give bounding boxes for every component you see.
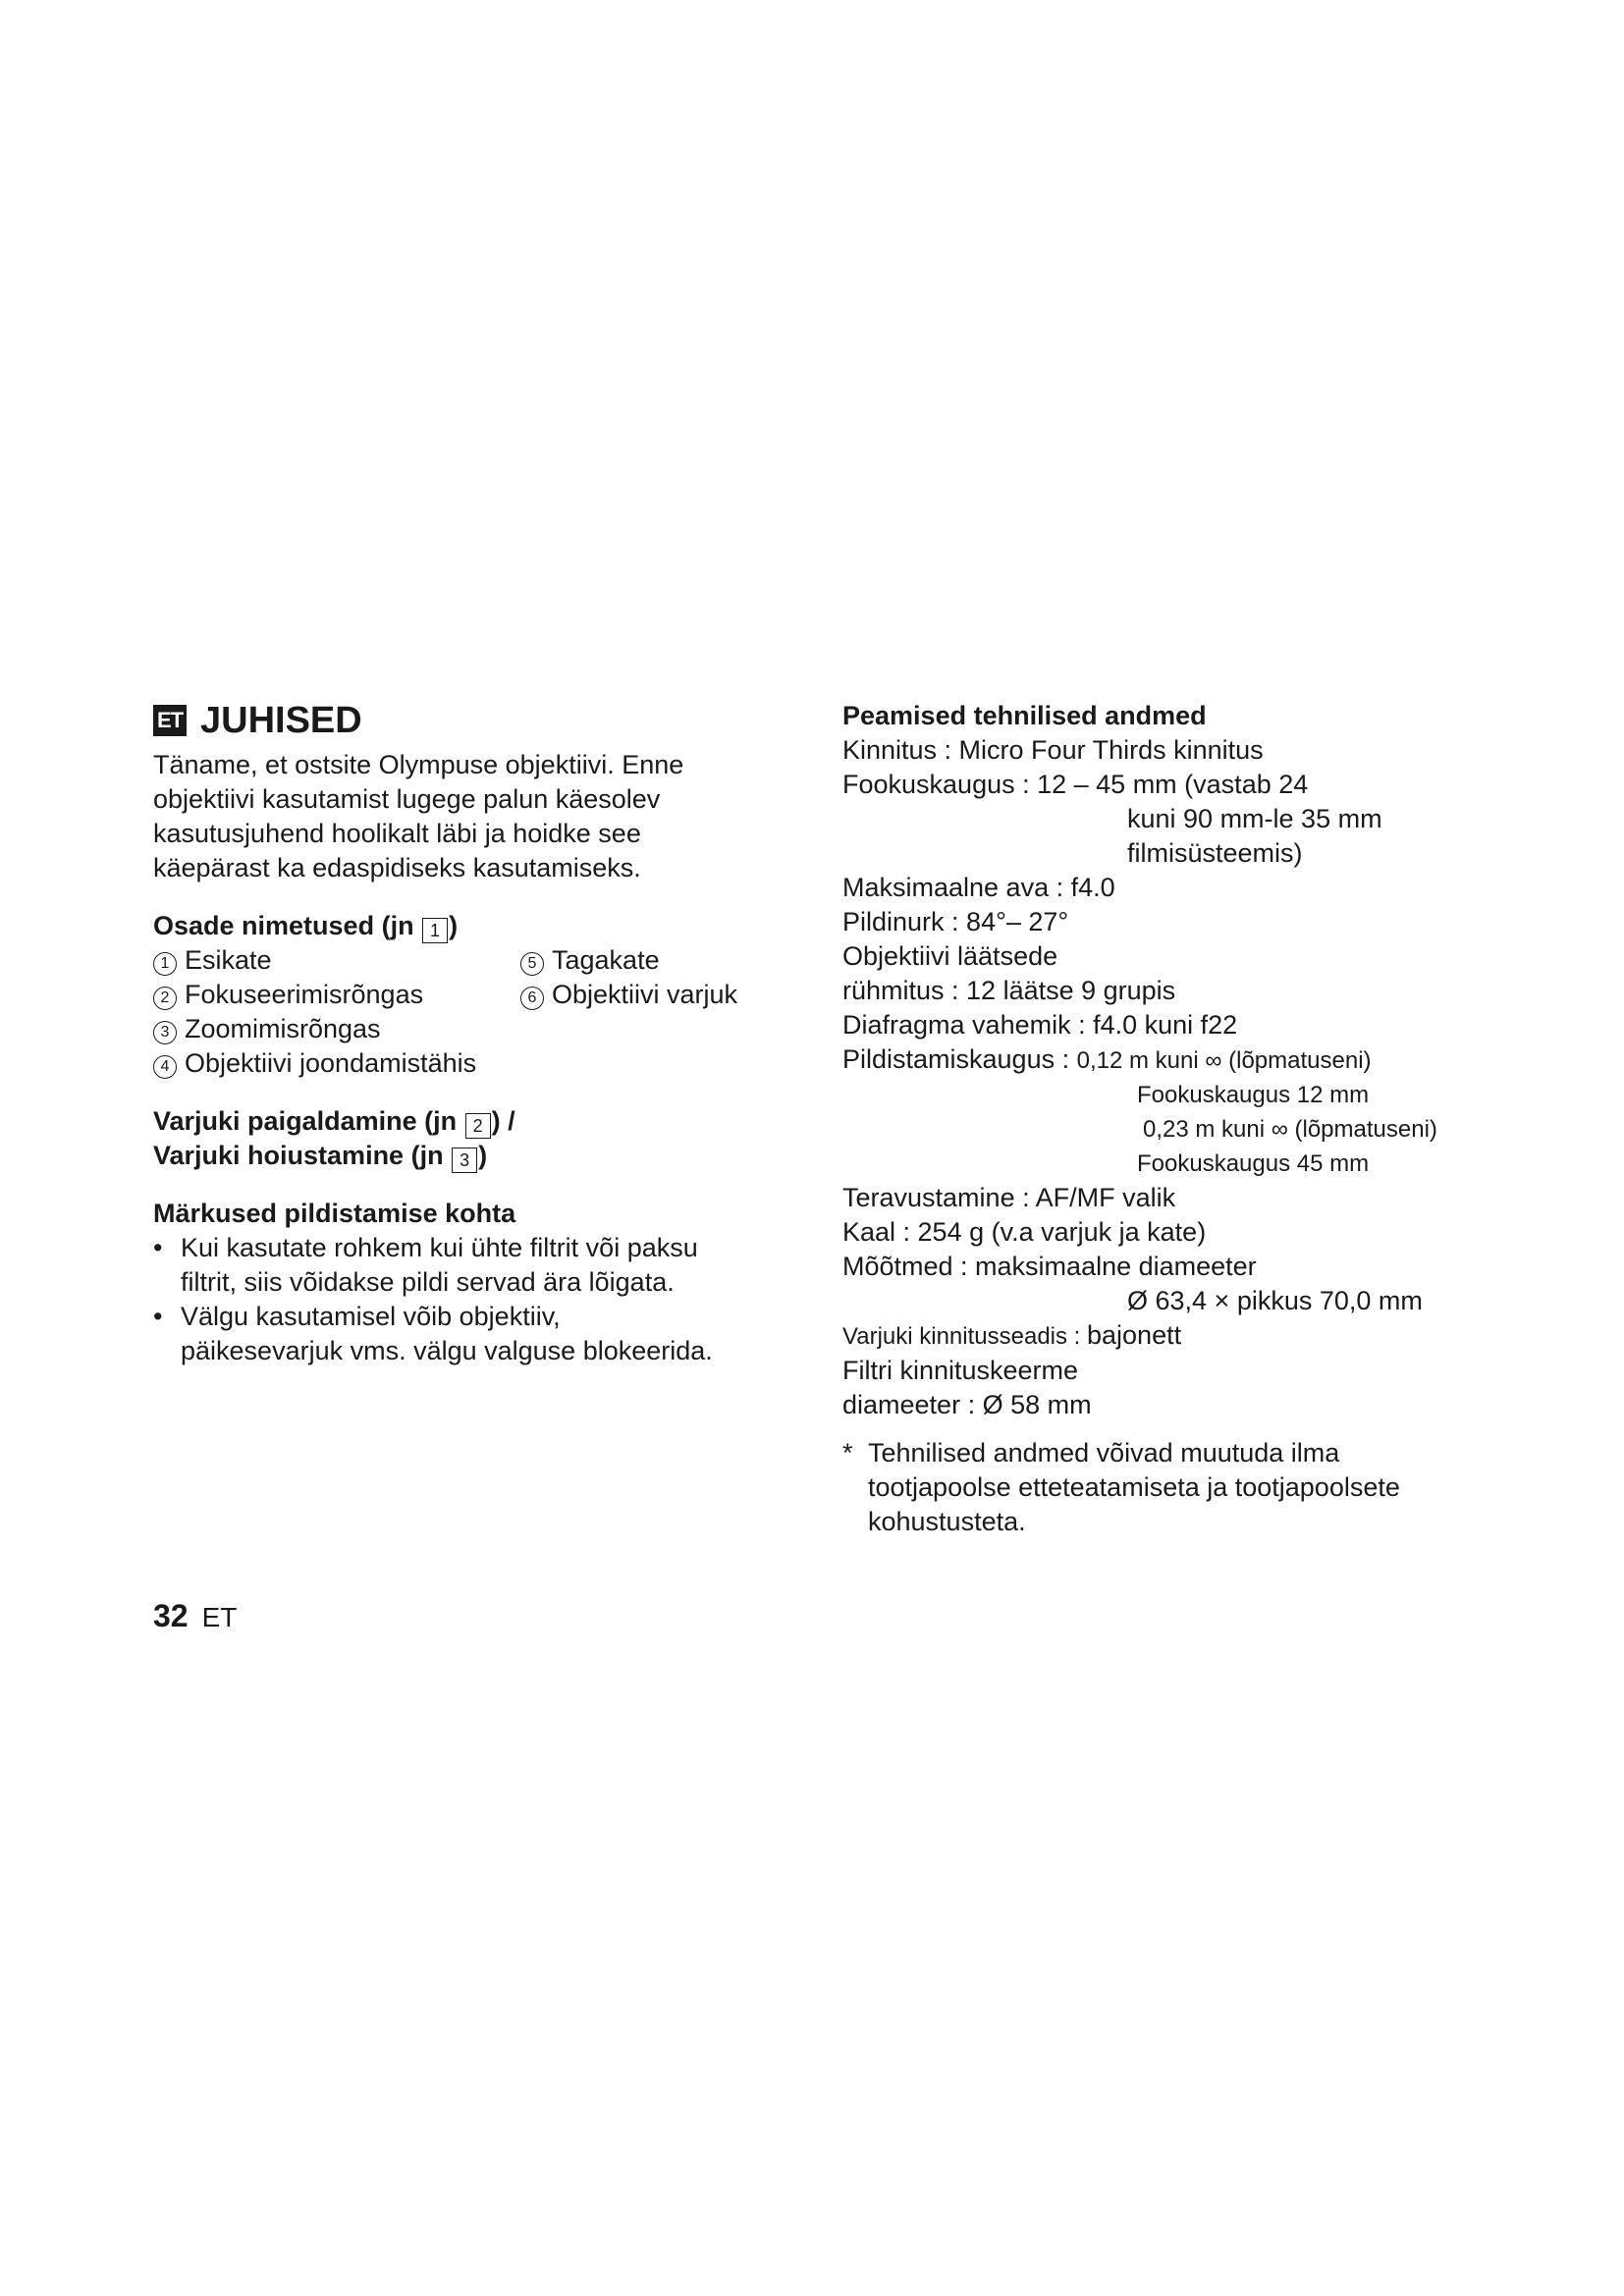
language-badge: ET [153, 705, 187, 736]
part-number: 5 [520, 952, 544, 976]
disclaimer-note [842, 1436, 1530, 1539]
parts-heading-text: Osade nimetused (jn [153, 911, 422, 940]
page-number: 32 [153, 1598, 189, 1633]
figure-ref-3: 3 [452, 1148, 477, 1173]
spec-focal-length: Fookuskaugus : 12 – 45 mm (vastab 24 [842, 770, 1309, 799]
part-item [520, 943, 660, 978]
part-number: 2 [153, 987, 177, 1010]
part-number: 4 [153, 1055, 177, 1079]
hood-heading-1-text: Varjuki paigaldamine (jn [153, 1106, 464, 1136]
spec-dimensions-cont: Ø 63,4 × pikkus 70,0 mm [1127, 1286, 1423, 1315]
figure-ref-2: 2 [465, 1113, 491, 1139]
note-item [153, 1300, 782, 1368]
spec-distance-value: 0,12 m kuni ∞ (lõpmatuseni) [1076, 1047, 1372, 1074]
hood-heading-2-text: Varjuki hoiustamine (jn [153, 1141, 452, 1170]
intro-paragraph [153, 748, 782, 885]
part-label: Tagakate [552, 945, 660, 975]
intro-line: objektiivi kasutamist lugege palun käesolev [153, 784, 661, 814]
spec-focal-length-cont: kuni 90 mm-le 35 mm [1127, 804, 1382, 833]
note-line: Tehnilised andmed võivad muutuda ilma [868, 1438, 1340, 1468]
note-line: tootjapoolse etteteatamiseta ja tootjapoolsete [868, 1472, 1400, 1502]
note-item [153, 1231, 782, 1300]
specs-heading: Peamised tehnilised andmed [842, 701, 1207, 730]
figure-ref-1: 1 [422, 918, 448, 943]
note-line: Kui kasutate rohkem kui ühte filtrit või paksu [181, 1233, 698, 1262]
asterisk: * [842, 1438, 853, 1468]
part-item [520, 978, 737, 1012]
spec-lens-config: Objektiivi läätsede [842, 941, 1058, 971]
part-label: Objektiivi joondamistähis [185, 1048, 477, 1078]
hood-heading-1-end: ) / [491, 1106, 515, 1136]
part-label: Zoomimisrõngas [185, 1014, 381, 1043]
spec-distance-note: Fookuskaugus 45 mm [1137, 1150, 1370, 1177]
note-line: kohustusteta. [868, 1507, 1026, 1536]
spec-focusing: Teravustamine : AF/MF valik [842, 1183, 1176, 1212]
spec-distance-label: Pildistamiskaugus : [842, 1044, 1077, 1074]
page-title: JUHISED [200, 700, 362, 741]
spec-distance-value: 0,23 m kuni ∞ (lõpmatuseni) [1143, 1116, 1437, 1143]
spec-angle: Pildinurk : 84°– 27° [842, 907, 1069, 936]
note-line: Välgu kasutamisel võib objektiiv, [181, 1302, 561, 1331]
spec-filter: Filtri kinnituskeerme [842, 1356, 1079, 1385]
intro-line: käepärast ka edaspidiseks kasutamiseks. [153, 853, 641, 882]
parts-heading-end: ) [449, 911, 459, 940]
part-number: 6 [520, 987, 544, 1010]
hood-heading-2-end: ) [478, 1141, 488, 1170]
spec-distance [842, 1042, 1530, 1078]
part-item [153, 943, 272, 978]
page-footer [153, 1598, 237, 1634]
bullet-dot: • [153, 1233, 163, 1262]
bullet-dot: • [153, 1302, 163, 1331]
parts-heading [153, 909, 782, 943]
spec-dimensions: Mõõtmed : maksimaalne diameeter [842, 1252, 1257, 1281]
spec-hood-value: bajonett [1087, 1320, 1182, 1350]
spec-mount: Kinnitus : Micro Four Thirds kinnitus [842, 735, 1264, 765]
part-label: Esikate [185, 945, 272, 975]
part-item [153, 1046, 476, 1081]
note-line: filtrit, siis võidakse pildi servad ära lõigata. [181, 1267, 675, 1297]
part-number: 1 [153, 952, 177, 976]
spec-aperture: Maksimaalne ava : f4.0 [842, 873, 1115, 902]
intro-line: Täname, et ostsite Olympuse objektiivi. Enne [153, 750, 684, 779]
part-label: Objektiivi varjuk [552, 980, 738, 1009]
specifications-column [842, 699, 1530, 1539]
notes-heading: Märkused pildistamise kohta [153, 1199, 516, 1228]
intro-line: kasutusjuhend hoolikalt läbi ja hoidke see [153, 819, 641, 848]
spec-diaphragm: Diafragma vahemik : f4.0 kuni f22 [842, 1010, 1238, 1040]
part-item [153, 1012, 381, 1046]
hood-heading-2 [153, 1139, 782, 1173]
part-label: Fokuseerimisrõngas [185, 980, 424, 1009]
spec-distance-note: Fookuskaugus 12 mm [1137, 1082, 1370, 1108]
part-number: 3 [153, 1021, 177, 1044]
note-line: päikesevarjuk vms. välgu valguse blokeerida. [181, 1336, 713, 1365]
instructions-column [153, 699, 782, 1368]
spec-filter-cont: diameeter : Ø 58 mm [842, 1390, 1092, 1419]
parts-list [153, 943, 782, 1081]
spec-weight: Kaal : 254 g (v.a varjuk ja kate) [842, 1217, 1207, 1247]
spec-hood-label: Varjuki kinnitusseadis : [842, 1323, 1087, 1350]
title-row [153, 699, 782, 742]
part-item [153, 978, 423, 1012]
hood-heading-1 [153, 1104, 782, 1139]
spec-lens-config-cont: rühmitus : 12 läätse 9 grupis [842, 976, 1176, 1005]
page-language: ET [201, 1602, 238, 1632]
spec-hood-mount [842, 1318, 1530, 1354]
spec-focal-length-cont: filmisüsteemis) [1127, 838, 1303, 868]
